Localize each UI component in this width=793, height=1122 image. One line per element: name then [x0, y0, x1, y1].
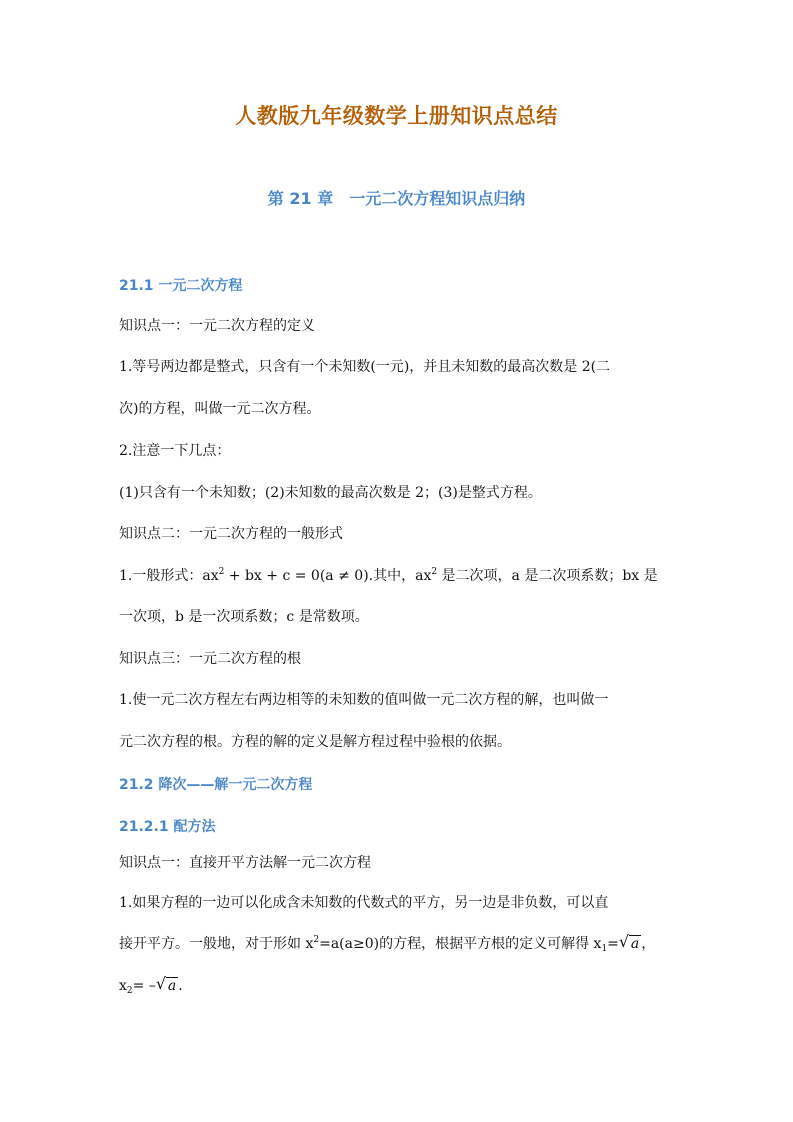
paragraph-line: 1.使一元二次方程左右两边相等的未知数的值叫做一元二次方程的解，也叫做一 — [119, 692, 609, 708]
section-heading-21-1: 21.1 一元二次方程 — [119, 278, 243, 294]
paragraph-text: 1.等号两边都是整式，只含有一个未知数(一元)，并且未知数的最高次数是 2(二 — [119, 359, 611, 375]
paragraph-text: 是二次项，a 是二次项系数；bx 是 — [437, 568, 658, 584]
paragraph-text: + bx + c = 0(a ≠ 0).其中，ax — [224, 568, 432, 584]
paragraph-line-formula — [119, 566, 675, 586]
knowledge-point-heading: 知识点三：一元二次方程的根 — [119, 651, 301, 667]
sqrt-radicand: a — [167, 978, 177, 994]
paragraph-line: 一次项，b 是一次项系数；c 是常数项。 — [119, 609, 369, 625]
subscript: 2 — [126, 986, 133, 996]
sqrt-sign: √ — [155, 974, 167, 993]
square-root-a — [619, 934, 641, 954]
superscript: 2 — [218, 567, 225, 577]
knowledge-point-heading: 知识点一：直接开平方法解一元二次方程 — [119, 855, 371, 871]
paragraph-line: (1)只含有一个未知数；(2)未知数的最高次数是 2；(3)是整式方程。 — [119, 485, 542, 501]
document-title: 人教版九年级数学上册知识点总结 — [235, 104, 558, 128]
superscript: 2 — [431, 567, 438, 577]
paragraph-text: 接开平方。一般地，对于形如 x — [119, 936, 314, 952]
paragraph-line — [119, 357, 675, 377]
subscript: 1 — [601, 944, 608, 954]
paragraph-text: =a(a≥0)的方程，根据平方根的定义可解得 x — [319, 936, 602, 952]
paragraph-line-formula — [119, 976, 675, 996]
sqrt-radicand: a — [630, 936, 640, 952]
paragraph-text: ， — [641, 936, 656, 952]
paragraph-line: 2.注意一下几点： — [119, 443, 231, 459]
paragraph-text: x — [119, 978, 127, 994]
square-root-a — [156, 976, 178, 996]
equals-sign: = — [607, 936, 619, 952]
paragraph-line: 元二次方程的根。方程的解的定义是解方程过程中验根的依据。 — [119, 734, 511, 750]
sqrt-sign: √ — [618, 932, 630, 951]
paragraph-line: 次)的方程，叫做一元二次方程。 — [119, 401, 321, 417]
knowledge-point-heading: 知识点二：一元二次方程的一般形式 — [119, 526, 343, 542]
knowledge-point-heading: 知识点一：一元二次方程的定义 — [119, 318, 315, 334]
superscript: 2 — [313, 935, 320, 945]
section-heading-21-2: 21.2 降次——解一元二次方程 — [119, 777, 313, 793]
section-heading-21-2-1: 21.2.1 配方法 — [119, 819, 216, 835]
paragraph-text: . — [178, 978, 183, 994]
chapter-heading: 第 21 章 一元二次方程知识点归纳 — [267, 189, 526, 208]
paragraph-line-formula — [119, 934, 675, 954]
paragraph-text: 1.一般形式：ax — [119, 568, 219, 584]
paragraph-line: 1.如果方程的一边可以化成含未知数的代数式的平方，另一边是非负数，可以直 — [119, 895, 609, 911]
equals-minus: = – — [132, 978, 156, 994]
